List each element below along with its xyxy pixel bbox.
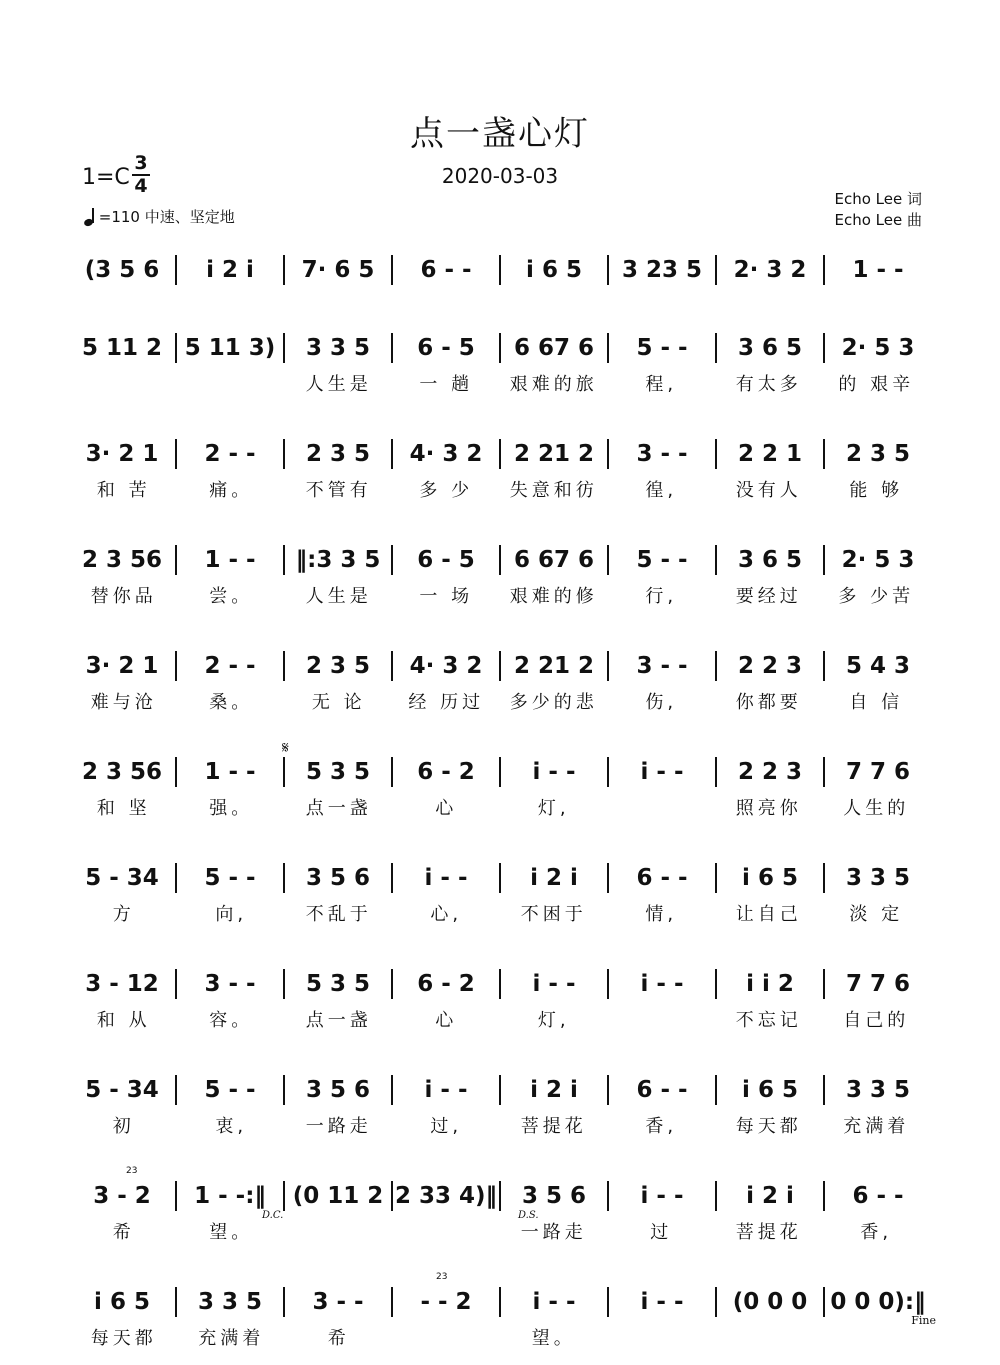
bar-line bbox=[715, 651, 717, 681]
bar-line bbox=[391, 255, 393, 285]
tempo-text: =110 中速、坚定地 bbox=[98, 208, 235, 226]
bar-line bbox=[715, 255, 717, 285]
lyric-row bbox=[70, 475, 930, 503]
tempo-marking bbox=[84, 206, 235, 227]
lyric-text: 一路走 bbox=[520, 1222, 587, 1243]
bar-line bbox=[715, 969, 717, 999]
lyric-text: 失意和彷 bbox=[509, 480, 598, 501]
measure: 3 6 5 bbox=[737, 547, 803, 573]
lyric-text: 淡 定 bbox=[849, 904, 904, 925]
lyric-text: 衷, bbox=[215, 1116, 248, 1137]
bar-line bbox=[391, 333, 393, 363]
measure: i i 2 bbox=[746, 971, 794, 997]
bar-line bbox=[283, 1075, 285, 1105]
lyric-text: 行, bbox=[645, 586, 678, 607]
bar-line bbox=[607, 969, 609, 999]
measure: 3 3 5 bbox=[197, 1289, 263, 1315]
measure: i - - bbox=[532, 759, 576, 785]
measure: i - - bbox=[640, 971, 684, 997]
lyric-text: 程, bbox=[645, 374, 678, 395]
bar-line bbox=[283, 545, 285, 575]
lyric-text: 有太多 bbox=[735, 374, 802, 395]
measure: 2 2 3 bbox=[737, 653, 803, 679]
measure: 2 3 5 bbox=[845, 441, 911, 467]
bar-line bbox=[175, 255, 177, 285]
bar-line bbox=[175, 545, 177, 575]
bar-line bbox=[283, 1181, 285, 1211]
measure: 6 - 2 bbox=[417, 759, 475, 785]
bar-line bbox=[715, 545, 717, 575]
measure: 6 - - bbox=[852, 1183, 904, 1209]
ds-mark: D.S. bbox=[518, 1210, 539, 1221]
measure: 4· 3 2 bbox=[409, 653, 483, 679]
measure: 1 - - bbox=[852, 257, 904, 283]
bar-line bbox=[391, 863, 393, 893]
lyric-row bbox=[70, 899, 930, 927]
measure: i 6 5 bbox=[526, 257, 582, 283]
measure: 1 - -:‖ bbox=[194, 1183, 266, 1209]
lyric-row bbox=[70, 1111, 930, 1139]
lyric-text: 不乱于 bbox=[305, 904, 372, 925]
measure: 2 21 2 bbox=[513, 653, 595, 679]
measure: 6 - - bbox=[636, 1077, 688, 1103]
lyric-text: 强。 bbox=[209, 798, 254, 819]
measure: 3 5 6 bbox=[305, 1077, 371, 1103]
lyric-text: 充满着 bbox=[843, 1116, 910, 1137]
bar-line bbox=[823, 969, 825, 999]
bar-line bbox=[391, 1287, 393, 1317]
lyric-text: 的 艰辛 bbox=[838, 374, 915, 395]
measure: i - - bbox=[640, 1289, 684, 1315]
measure: 5 3 5 bbox=[305, 759, 371, 785]
lyric-text: 希 bbox=[327, 1328, 350, 1349]
lyric-text: 每天都 bbox=[735, 1116, 802, 1137]
bar-line bbox=[715, 333, 717, 363]
measure: i - - bbox=[424, 865, 468, 891]
measure: 2 - - bbox=[204, 441, 256, 467]
bar-line bbox=[175, 333, 177, 363]
lyric-text: 自 信 bbox=[849, 692, 904, 713]
lyric-text: 艰难的旅 bbox=[509, 374, 598, 395]
bar-line bbox=[715, 863, 717, 893]
lyric-text: 人生是 bbox=[305, 586, 372, 607]
lyric-text: 一 场 bbox=[419, 586, 474, 607]
bar-line bbox=[283, 1287, 285, 1317]
song-date: 2020-03-03 bbox=[441, 164, 559, 188]
bar-line bbox=[499, 545, 501, 575]
measure: i - - bbox=[424, 1077, 468, 1103]
bar-line bbox=[175, 439, 177, 469]
lyric-text: 伤, bbox=[645, 692, 678, 713]
measure: 2 3 56 bbox=[81, 759, 163, 785]
quarter-note-icon bbox=[84, 208, 94, 226]
lyricist-credit: Echo Lee 词 bbox=[834, 190, 922, 208]
measure: i 6 5 bbox=[94, 1289, 150, 1315]
measure: (0 11 2 bbox=[292, 1183, 384, 1209]
lyric-row bbox=[70, 1323, 930, 1351]
notation-row bbox=[70, 434, 930, 474]
lyric-text: 充满着 bbox=[198, 1328, 265, 1349]
measure: 2 2 3 bbox=[737, 759, 803, 785]
bar-line bbox=[607, 757, 609, 787]
lyric-text: 你都要 bbox=[735, 692, 802, 713]
measure: 3 6 5 bbox=[737, 335, 803, 361]
lyric-text: 替你品 bbox=[90, 586, 157, 607]
measure: 5 - - bbox=[636, 335, 688, 361]
lyric-text: 不困于 bbox=[520, 904, 587, 925]
bar-line bbox=[715, 757, 717, 787]
measure: 3 5 6 bbox=[305, 865, 371, 891]
lyric-row bbox=[70, 793, 930, 821]
notation-row bbox=[70, 540, 930, 580]
key-signature: 1=C bbox=[82, 165, 130, 190]
measure: 3 - 12 bbox=[85, 971, 159, 997]
bar-line bbox=[283, 333, 285, 363]
measure: 5 - - bbox=[636, 547, 688, 573]
measure: 3 5 6 bbox=[521, 1183, 587, 1209]
lyric-text: 容。 bbox=[209, 1010, 254, 1031]
lyric-text: 经 历过 bbox=[408, 692, 485, 713]
notation-row bbox=[70, 964, 930, 1004]
measure: 2 2 1 bbox=[737, 441, 803, 467]
measure: 7· 6 5 bbox=[301, 257, 375, 283]
bar-line bbox=[499, 333, 501, 363]
bar-line bbox=[499, 1181, 501, 1211]
measure: 3 23 5 bbox=[621, 257, 703, 283]
bar-line bbox=[283, 255, 285, 285]
bar-line bbox=[283, 439, 285, 469]
notation-row bbox=[70, 1282, 930, 1322]
lyric-text: 要经过 bbox=[735, 586, 802, 607]
measure: 2· 5 3 bbox=[841, 335, 915, 361]
measure: 2 21 2 bbox=[513, 441, 595, 467]
lyric-text: 艰难的修 bbox=[509, 586, 598, 607]
measure: 6 - 2 bbox=[417, 971, 475, 997]
lyric-text: 和 苦 bbox=[96, 480, 151, 501]
bar-line bbox=[391, 757, 393, 787]
lyric-text: 和 坚 bbox=[96, 798, 151, 819]
lyric-text: 心, bbox=[430, 904, 463, 925]
bar-line bbox=[823, 439, 825, 469]
measure: 3 3 5 bbox=[845, 1077, 911, 1103]
bar-line bbox=[499, 863, 501, 893]
bar-line bbox=[823, 651, 825, 681]
lyric-text: 自己的 bbox=[843, 1010, 910, 1031]
lyric-text: 望。 bbox=[531, 1328, 576, 1349]
lyric-text: 灯, bbox=[537, 1010, 570, 1031]
measure: 3· 2 1 bbox=[85, 441, 159, 467]
measure: 2 - - bbox=[204, 653, 256, 679]
measure: i 2 i bbox=[746, 1183, 794, 1209]
bar-line bbox=[283, 863, 285, 893]
lyric-text: 菩提花 bbox=[520, 1116, 587, 1137]
bar-line bbox=[175, 1287, 177, 1317]
bar-line bbox=[715, 1287, 717, 1317]
measure: 5 - - bbox=[204, 1077, 256, 1103]
bar-line bbox=[823, 333, 825, 363]
measure: i 6 5 bbox=[742, 1077, 798, 1103]
measure: 2 33 4)‖ bbox=[394, 1183, 498, 1209]
bar-line bbox=[715, 439, 717, 469]
measure: 3· 2 1 bbox=[85, 653, 159, 679]
measure: 4· 3 2 bbox=[409, 441, 483, 467]
bar-line bbox=[715, 1181, 717, 1211]
lyric-text: 痛。 bbox=[209, 480, 254, 501]
bar-line bbox=[823, 757, 825, 787]
bar-line bbox=[607, 439, 609, 469]
bar-line bbox=[391, 969, 393, 999]
bar-line bbox=[823, 1287, 825, 1317]
notation-row bbox=[70, 1176, 930, 1216]
time-sig-top: 3 bbox=[134, 152, 148, 174]
measure: (3 5 6 bbox=[84, 257, 160, 283]
lyric-text: 让自己 bbox=[735, 904, 802, 925]
measure: 5 - 34 bbox=[85, 1077, 159, 1103]
measure: i 6 5 bbox=[742, 865, 798, 891]
lyric-text: 一 趟 bbox=[419, 374, 474, 395]
lyric-text: 情, bbox=[645, 904, 678, 925]
lyric-text: 多 少 bbox=[419, 480, 474, 501]
grace-note-1: 23 bbox=[126, 1166, 138, 1176]
bar-line bbox=[499, 255, 501, 285]
lyric-text: 多少的悲 bbox=[509, 692, 598, 713]
time-signature bbox=[132, 154, 150, 196]
lyric-text: 照亮你 bbox=[735, 798, 802, 819]
bar-line bbox=[823, 863, 825, 893]
lyric-text: 过 bbox=[650, 1222, 673, 1243]
dc-mark: D.C. bbox=[262, 1210, 284, 1221]
bar-line bbox=[283, 651, 285, 681]
bar-line bbox=[499, 651, 501, 681]
measure: 2 3 56 bbox=[81, 547, 163, 573]
lyric-text: 向, bbox=[215, 904, 248, 925]
lyric-text: 香, bbox=[860, 1222, 893, 1243]
measure: - - 2 bbox=[420, 1289, 472, 1315]
measure: 6 - - bbox=[636, 865, 688, 891]
bar-line bbox=[607, 1287, 609, 1317]
measure: 2 3 5 bbox=[305, 441, 371, 467]
lyric-text: 徨, bbox=[645, 480, 678, 501]
lyric-row bbox=[70, 581, 930, 609]
bar-line bbox=[715, 1075, 717, 1105]
bar-line bbox=[823, 1181, 825, 1211]
measure: 7 7 6 bbox=[845, 971, 911, 997]
measure: i - - bbox=[640, 759, 684, 785]
measure: 5 4 3 bbox=[845, 653, 911, 679]
measure: 2 3 5 bbox=[305, 653, 371, 679]
measure: 5 - - bbox=[204, 865, 256, 891]
measure: i 2 i bbox=[530, 1077, 578, 1103]
fine-mark: Fine bbox=[911, 1314, 936, 1327]
bar-line bbox=[607, 1181, 609, 1211]
lyric-text: 一路走 bbox=[305, 1116, 372, 1137]
measure: (0 0 0 bbox=[732, 1289, 808, 1315]
notation-row bbox=[70, 858, 930, 898]
bar-line bbox=[607, 333, 609, 363]
measure: 5 - 34 bbox=[85, 865, 159, 891]
lyric-text: 人生是 bbox=[305, 374, 372, 395]
measure: 6 67 6 bbox=[513, 335, 595, 361]
measure: 3 3 5 bbox=[845, 865, 911, 891]
lyric-text: 希 bbox=[112, 1222, 135, 1243]
lyric-text: 和 从 bbox=[96, 1010, 151, 1031]
bar-line bbox=[175, 969, 177, 999]
bar-line bbox=[607, 255, 609, 285]
grace-note-2: 23 bbox=[436, 1272, 448, 1282]
bar-line bbox=[391, 1075, 393, 1105]
measure: 3 - 2 bbox=[93, 1183, 151, 1209]
bar-line bbox=[283, 969, 285, 999]
lyric-text: 没有人 bbox=[735, 480, 802, 501]
composer-credit: Echo Lee 曲 bbox=[834, 211, 922, 229]
bar-line bbox=[607, 863, 609, 893]
lyric-text: 点一盏 bbox=[305, 1010, 372, 1031]
lyric-text: 方 bbox=[112, 904, 135, 925]
lyric-text: 多 少苦 bbox=[838, 586, 915, 607]
measure: 6 - 5 bbox=[417, 547, 475, 573]
measure: 5 11 3) bbox=[184, 335, 276, 361]
measure: 3 - - bbox=[636, 441, 688, 467]
lyric-text: 不忘记 bbox=[735, 1010, 802, 1031]
bar-line bbox=[391, 439, 393, 469]
measure: 2· 3 2 bbox=[733, 257, 807, 283]
measure: 6 - 5 bbox=[417, 335, 475, 361]
bar-line bbox=[175, 863, 177, 893]
measure: 2· 5 3 bbox=[841, 547, 915, 573]
lyric-text: 每天都 bbox=[90, 1328, 157, 1349]
bar-line bbox=[175, 1181, 177, 1211]
measure: 1 - - bbox=[204, 547, 256, 573]
measure: i - - bbox=[532, 1289, 576, 1315]
lyric-row bbox=[70, 369, 930, 397]
lyric-text: 不管有 bbox=[305, 480, 372, 501]
measure: 1 - - bbox=[204, 759, 256, 785]
song-title: 点一盏心灯 bbox=[410, 114, 590, 154]
measure: 3 - - bbox=[312, 1289, 364, 1315]
lyric-text: 能 够 bbox=[849, 480, 904, 501]
measure: 3 3 5 bbox=[305, 335, 371, 361]
bar-line bbox=[175, 1075, 177, 1105]
lyric-text: 桑。 bbox=[209, 692, 254, 713]
bar-line bbox=[499, 1075, 501, 1105]
lyric-text: 心 bbox=[435, 798, 458, 819]
bar-line bbox=[175, 757, 177, 787]
lyric-text: 过, bbox=[430, 1116, 463, 1137]
lyric-text: 点一盏 bbox=[305, 798, 372, 819]
bar-line bbox=[823, 545, 825, 575]
measure: i - - bbox=[640, 1183, 684, 1209]
bar-line bbox=[499, 439, 501, 469]
bar-line bbox=[283, 757, 285, 787]
bar-line bbox=[391, 1181, 393, 1211]
lyric-text: 难与沧 bbox=[90, 692, 157, 713]
lyric-text: 人生的 bbox=[843, 798, 910, 819]
measure: 6 67 6 bbox=[513, 547, 595, 573]
segno-mark: 𝄋 bbox=[282, 738, 289, 757]
notation-row bbox=[70, 328, 930, 368]
lyric-row bbox=[70, 1217, 930, 1245]
measure: 6 - - bbox=[420, 257, 472, 283]
measure: 5 11 2 bbox=[81, 335, 163, 361]
lyric-text: 菩提花 bbox=[735, 1222, 802, 1243]
bar-line bbox=[391, 545, 393, 575]
lyric-text: 尝。 bbox=[209, 586, 254, 607]
measure: i 2 i bbox=[206, 257, 254, 283]
measure: 3 - - bbox=[636, 653, 688, 679]
notation-row bbox=[70, 1070, 930, 1110]
measure: 5 3 5 bbox=[305, 971, 371, 997]
measure: 0 0 0):‖ bbox=[830, 1289, 926, 1315]
bar-line bbox=[607, 545, 609, 575]
measure: 7 7 6 bbox=[845, 759, 911, 785]
lyric-text: 心 bbox=[435, 1010, 458, 1031]
lyric-text: 无 论 bbox=[311, 692, 366, 713]
notation-row bbox=[70, 752, 930, 792]
lyric-row bbox=[70, 1005, 930, 1033]
bar-line bbox=[607, 651, 609, 681]
bar-line bbox=[175, 651, 177, 681]
lyric-row bbox=[70, 687, 930, 715]
bar-line bbox=[499, 969, 501, 999]
lyric-text: 香, bbox=[645, 1116, 678, 1137]
notation-row bbox=[70, 250, 930, 290]
bar-line bbox=[823, 255, 825, 285]
measure: ‖:3 3 5 bbox=[295, 547, 381, 573]
bar-line bbox=[499, 1287, 501, 1317]
lyric-text: 灯, bbox=[537, 798, 570, 819]
measure: i - - bbox=[532, 971, 576, 997]
bar-line bbox=[823, 1075, 825, 1105]
lyric-text: 望。 bbox=[209, 1222, 254, 1243]
time-sig-bottom: 4 bbox=[134, 175, 148, 197]
measure: i 2 i bbox=[530, 865, 578, 891]
lyric-text: 初 bbox=[112, 1116, 135, 1137]
notation-row bbox=[70, 646, 930, 686]
bar-line bbox=[391, 651, 393, 681]
bar-line bbox=[499, 757, 501, 787]
measure: 3 - - bbox=[204, 971, 256, 997]
bar-line bbox=[607, 1075, 609, 1105]
